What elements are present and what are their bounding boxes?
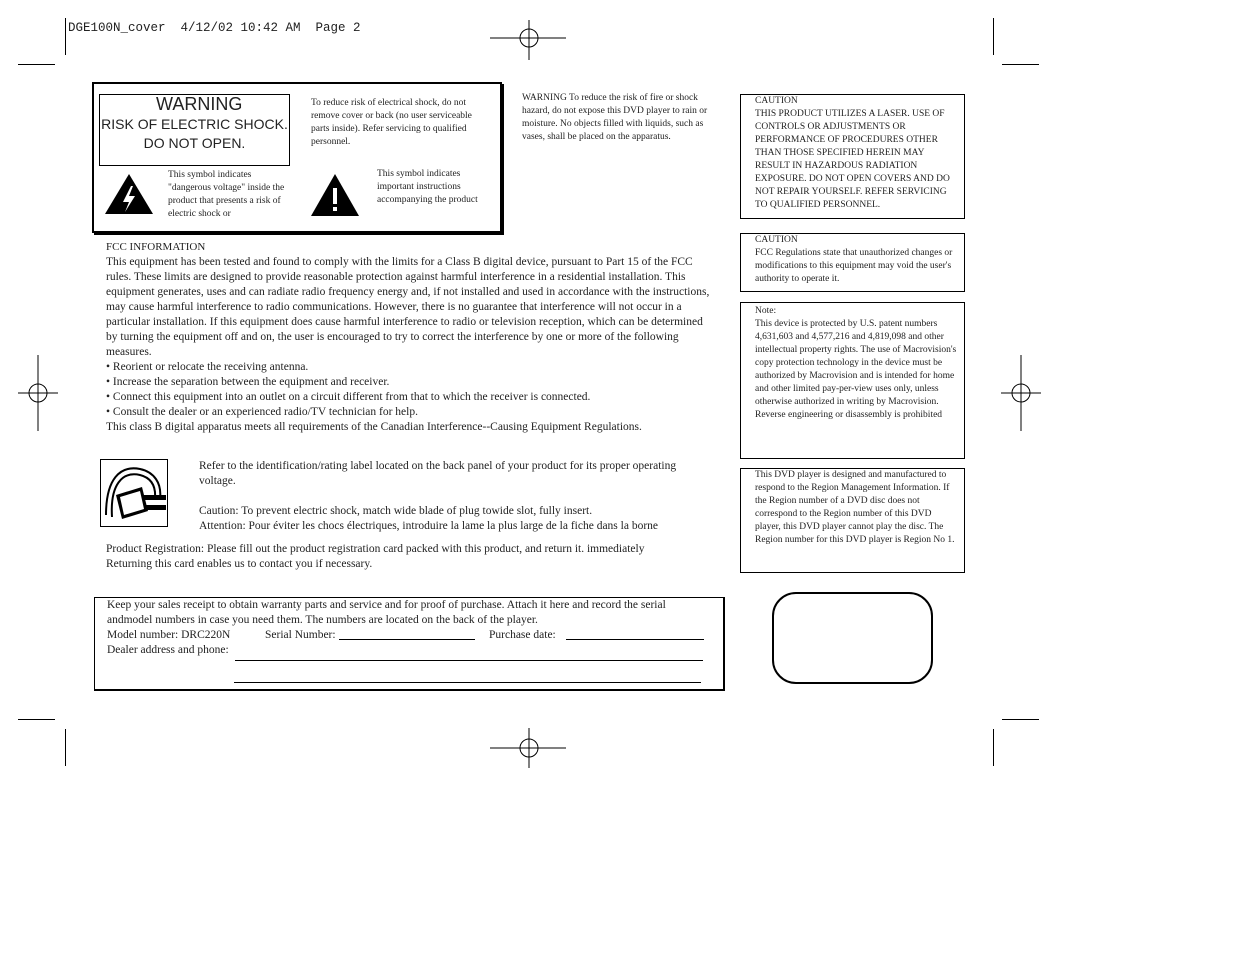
fcc-caution-text: FCC Regulations state that unauthorized changes or modifications to this equipment may void the user's authority to operate it. [755, 248, 953, 284]
laser-caution-heading: CAUTION [755, 96, 798, 106]
plug-attention-text: Pour éviter les chocs électriques, introduire la lame la plus large de la fiche dans la borne [245, 520, 659, 532]
fcc-bullet: • Consult the dealer or an experienced radio/TV technician for help. [106, 406, 418, 418]
crop-mark [1002, 64, 1039, 65]
registration-mark-top [490, 20, 570, 60]
print-slug: DGE100N_cover 4/12/02 10:42 AM Page 2 [68, 21, 361, 35]
crop-mark [1002, 719, 1039, 720]
plug-caution [199, 504, 709, 519]
plug-attention [199, 519, 709, 534]
region-note-box [740, 468, 965, 573]
registration-mark-left [18, 355, 58, 431]
shock-warning-text: To reduce risk of electrical shock, do not remove cover or back (no user serviceable parts inside). Refer servicing to qualified personnel. [311, 98, 472, 147]
receipt-instructions: Keep your sales receipt to obtain warranty parts and service and for proof of purchase. Attach it here and record the serial andmodel numbers in case you need them. The numbers are located on the back of the player. [107, 599, 666, 626]
fcc-caution-heading: CAUTION [755, 235, 798, 245]
registration-mark-right [1001, 355, 1041, 431]
plug-information [199, 459, 709, 534]
dealer-address-label: Dealer address and phone: [107, 644, 229, 656]
serial-number-label: Serial Number: [265, 629, 336, 641]
instructions-symbol-text: This symbol indicates important instructions accompanying the product [377, 169, 478, 205]
dealer-address-field-2[interactable] [234, 682, 701, 683]
fcc-paragraph: This equipment has been tested and found to comply with the limits for a Class B digital device, pursuant to Part 15 of the FCC rules. These limits are designed to provide reasonable protection against harmful interference in a residential installation. This equipment generates, uses and can radiate radio frequency energy and, if not installed and used in accordance with the instructions, may cause harmful interference to radio communications. However, there is no guarantee that interference will not occur in a particular installation. If this equipment does cause harmful interference to radio or television reception, which can be determined by turning the equipment off and on, the user is encouraged to try to correct the interference by one or more of the following measures. [106, 256, 710, 358]
polarized-plug-icon [100, 459, 168, 527]
fcc-bullet: • Reorient or relocate the receiving antenna. [106, 361, 309, 373]
fcc-bullet: • Increase the separation between the equipment and receiver. [106, 376, 390, 388]
crop-mark [993, 729, 994, 766]
warning-title-box [99, 94, 290, 166]
region-logo-placeholder [772, 592, 933, 684]
crop-mark [18, 719, 55, 720]
purchase-date-label: Purchase date: [489, 629, 556, 641]
region-note-text: This DVD player is designed and manufactured to respond to the Region Management Information. If the Region number of a DVD disc does not correspond to the Region number of this DVD player, this DVD player cannot play the disc. The Region number for this DVD player is Region No 1. [755, 470, 955, 545]
plug-caution-label: Caution [199, 505, 236, 517]
laser-caution-text: THIS PRODUCT UTILIZES A LASER. USE OF CONTROLS OR ADJUSTMENTS OR PERFORMANCE OF PROCEDURES OTHER THAN THOSE SPECIFIED HEREIN MAY RESULT IN HAZARDOUS RADIATION EXPOSURE. DO NOT OPEN COVERS AND DO NOT REPAIR YOURSELF. REFER SERVICING TO QUALIFIED PERSONNEL. [755, 109, 950, 210]
lightning-triangle-icon [103, 172, 155, 216]
macrovision-note-heading: Note: [755, 306, 777, 316]
crop-mark [993, 18, 994, 55]
fcc-information [106, 240, 712, 435]
voltage-symbol-text: This symbol indicates "dangerous voltage" inside the product that presents a risk of electric shock or [168, 170, 285, 219]
product-registration [106, 542, 686, 572]
warning-line-2: DO NOT OPEN. [143, 135, 246, 151]
model-number-label: Model number: DRC220N [107, 629, 231, 641]
registration-mark-bottom [490, 728, 570, 768]
serial-number-field[interactable] [339, 639, 475, 640]
fire-warning-text: WARNING To reduce the risk of fire or shock hazard, do not expose this DVD player to rain or moisture. No objects filled with liquids, such as vases, shall be placed on the apparatus. [522, 93, 708, 142]
registration-label: Product Registration: [106, 543, 205, 555]
fcc-canada-statement: This class B digital apparatus meets all requirements of the Canadian Interference--Causing Equipment Regulations. [106, 421, 642, 433]
crop-mark [18, 64, 55, 65]
warning-line-1: RISK OF ELECTRIC SHOCK. [101, 116, 288, 132]
crop-mark [65, 729, 66, 766]
macrovision-note-box [740, 302, 965, 459]
fcc-caution-box [740, 233, 965, 292]
registration-text: Please fill out the product registration card packed with this product, and return it. immediately Returning this card enables us to contact you if necessary. [106, 543, 645, 570]
purchase-date-field[interactable] [566, 639, 704, 640]
warning-title: WARNING [156, 94, 243, 114]
exclamation-triangle-icon [309, 172, 361, 218]
dealer-address-field-1[interactable] [235, 660, 703, 661]
fcc-bullet: • Connect this equipment into an outlet on a circuit different from that to which the receiver is connected. [106, 391, 591, 403]
voltage-text: Refer to the identification/rating label located on the back panel of your product for its proper operating voltage. [199, 460, 677, 487]
plug-attention-label: Attention: [199, 520, 246, 532]
macrovision-note-text: This device is protected by U.S. patent numbers 4,631,603 and 4,577,216 and 4,819,098 and other intellectual property rights. The use of Macrovision's copy protection technology in the device must be authorized by Macrovision and is intended for home and other limited pay-per-view uses only, unless otherwise authorized in writing by Macrovision. Reverse engineering or disassembly is prohibited [755, 319, 957, 420]
fcc-heading: FCC INFORMATION [106, 241, 206, 253]
laser-caution-box [740, 94, 965, 219]
crop-mark [65, 18, 66, 55]
plug-caution-text: : To prevent electric shock, match wide blade of plug towide slot, fully insert. [235, 505, 593, 517]
